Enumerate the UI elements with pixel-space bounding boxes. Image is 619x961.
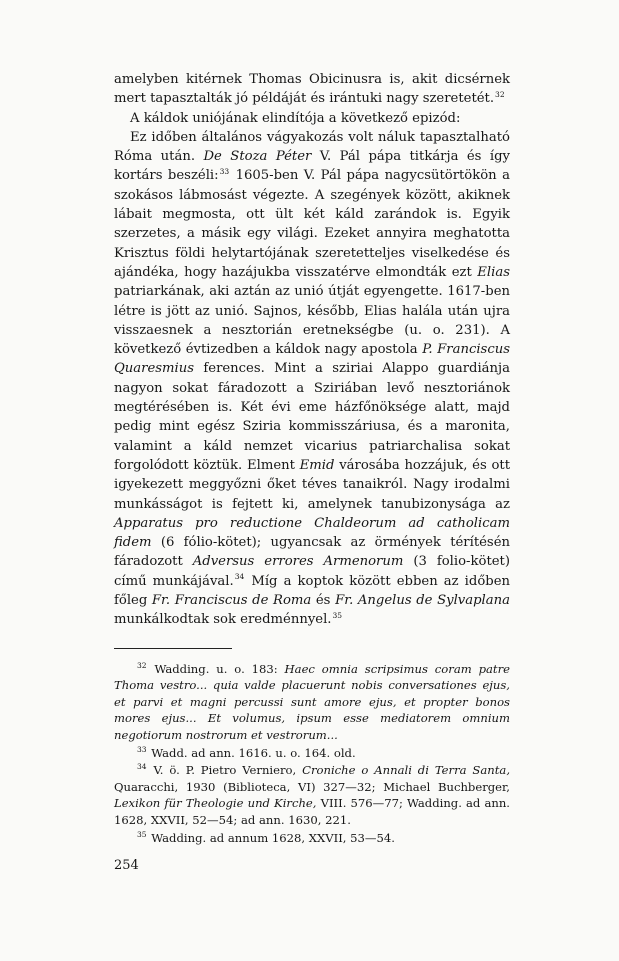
footnote-number: 34 xyxy=(137,762,147,772)
text-run: (3 folio-kötet) című munkájával. xyxy=(114,554,510,589)
italic-title: Croniche o Annali di Terra Santa, xyxy=(302,763,511,778)
text-run: V. Pál pápa titkárja és így kortárs beszéli: xyxy=(114,149,511,184)
paragraph-3 xyxy=(114,128,510,630)
text-run: V. ö. P. Pietro Verniero, xyxy=(153,763,303,778)
text-run: és xyxy=(311,593,336,609)
text-run: ferences. Mint a sziriai Alappo guardiánja nagyon sokat fáradozott a Sziriában levő nesztoriánok megtérésében is. Két évi eme házfőnöksége alatt, majd pedig mint egész Sziria kommisszáriusa, és a maronita, valamint a káld nemzet vicarius patriarchalisa sokat forgolódott köztük. Elment xyxy=(114,361,510,473)
page-body xyxy=(114,70,510,846)
text-run: munkálkodtak sok eredménnyel. xyxy=(114,612,332,628)
page-number: 254 xyxy=(114,858,139,873)
text-run: (6 fólio-kötet); ugyancsak az örmények térítésén fáradozott xyxy=(114,535,510,570)
footnote-number: 33 xyxy=(137,744,147,754)
footnote-ref-35: 35 xyxy=(332,610,343,620)
text-run: Míg a koptok között ebben az időben főleg xyxy=(114,573,510,609)
footnote-33 xyxy=(114,745,510,762)
paragraph-1 xyxy=(114,70,510,109)
text-run: patriarkának, aki aztán az unió útját egyengette. 1617-ben létre is jött az unió. Sajnos, később, Elias halála után ujra visszaesnek a nesztorián eretnekségbe (u. o. 231). A következő évtizedben a káldok nagy apostola xyxy=(114,284,510,358)
text-run: Wadding. ad annum 1628, XXVII, 53—54. xyxy=(151,830,395,845)
text-run: Ez időben általános vágyakozás volt náluk tapasztalható Róma után. xyxy=(114,129,510,165)
footnotes xyxy=(114,661,510,847)
footnote-ref-34: 34 xyxy=(234,572,245,582)
italic-title: Apparatus pro reductione Chaldeorum ad catholicam fidem xyxy=(114,515,510,551)
footnote-35 xyxy=(114,830,510,847)
paragraph-2: A káldok uniójának elindítója a következő epizód: xyxy=(130,110,461,126)
text-run: amelyben kitérnek Thomas Obicinusra is, akit dicsérnek mert tapasztalták jó példáját és irántuki nagy szeretetét. xyxy=(114,72,510,107)
text-run: Wadding. u. o. 183: xyxy=(154,661,285,676)
footnote-ref-32: 32 xyxy=(495,89,505,99)
footnote-divider xyxy=(114,648,232,649)
italic-name: Fr. Angelus de Sylvaplana xyxy=(335,593,510,609)
footnote-ref-33: 33 xyxy=(219,167,230,177)
italic-name: Fr. Franciscus de Roma xyxy=(151,593,312,609)
text-run: Quaracchi, 1930 (Biblioteca, VI) 327—32; Michael Buchberger, xyxy=(114,779,510,794)
italic-name: Emid xyxy=(299,457,335,473)
footnote-number: 32 xyxy=(137,660,147,670)
footnote-34 xyxy=(114,762,510,828)
italic-name: P. Franciscus Quaresmius xyxy=(114,342,510,377)
text-run: városába hozzájuk, és ott igyekezett meggyőzni őket téves tanaikról. Nagy irodalmi munkásságot is fejtett ki, amelynek tanubizonysága az xyxy=(114,457,510,512)
text-run: 1605-ben V. Pál pápa nagycsütörtökön a szokásos lábmosást végezte. A szegények között, akiknek lábait megmosta, ott ült két káld zarándok is. Egyik szerzetes, a másik egy világi. Ezeket annyira meghatotta Krisztus földi helytartójának szeretetteljes viselkedése és ajándéka, hogy hazájukba visszatérve elmondták ezt xyxy=(114,168,510,280)
footnote-32 xyxy=(114,661,510,744)
italic-name: De Stoza Péter xyxy=(203,149,312,165)
italic-quote: Haec omnia scripsimus coram patre Thoma vestro... quia valde placuerunt nobis conversationes ejus, et parvi et magni percussi sunt amore ejus, et propter bonos mores ejus... Et volumus, ipsum esse mediatorem omnium negotiorum nostrorum et vestrorum... xyxy=(114,661,510,742)
text-run: VIII. 576—77; Wadding. ad ann. 1628, XXVII, 52—54; ad ann. 1630, 221. xyxy=(114,796,510,827)
italic-name: Elias xyxy=(477,264,510,280)
main-text xyxy=(114,70,510,630)
footnote-number: 35 xyxy=(137,829,147,839)
text-run: Wadd. ad ann. 1616. u. o. 164. old. xyxy=(151,745,356,760)
italic-title: Adversus errores Armenorum xyxy=(192,554,404,570)
italic-title: Lexikon für Theologie und Kirche, xyxy=(114,796,317,811)
